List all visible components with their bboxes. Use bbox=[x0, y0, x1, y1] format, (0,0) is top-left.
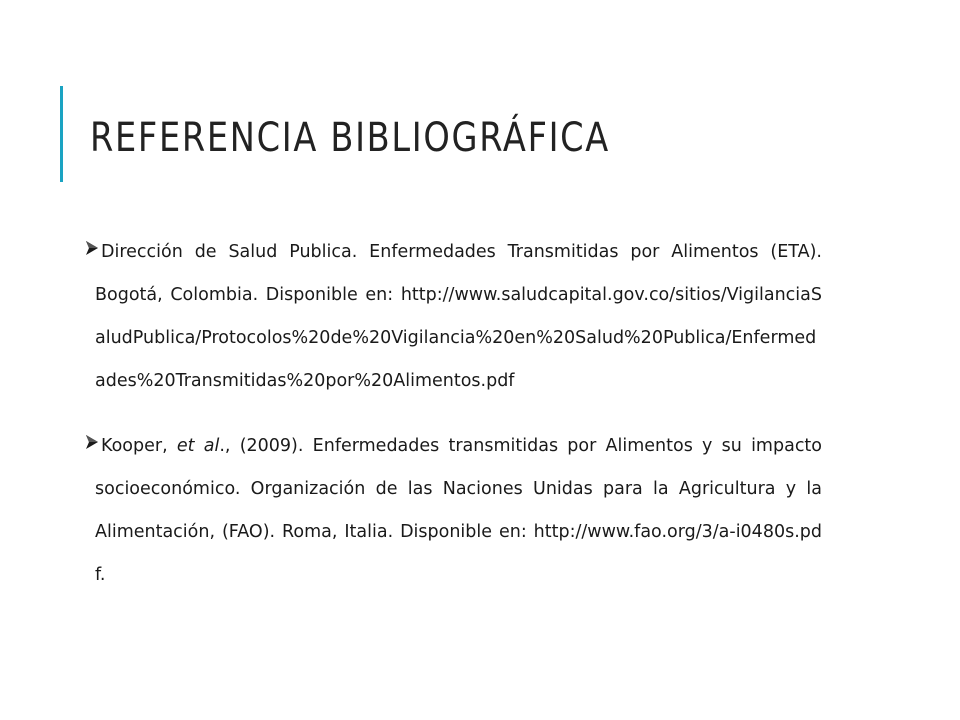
reference-item-1 bbox=[89, 231, 822, 403]
reference-2-etal: et al bbox=[176, 436, 220, 456]
reference-2-author: Kooper, bbox=[101, 436, 177, 456]
arrow-bullet-icon bbox=[85, 240, 99, 256]
title-accent-bar bbox=[60, 86, 63, 182]
reference-list bbox=[89, 231, 822, 619]
reference-2-url: http://www.fao.org/3/a-i0480s.pdf. bbox=[95, 522, 822, 585]
reference-text-1 bbox=[95, 231, 822, 403]
reference-item-2 bbox=[89, 425, 822, 597]
reference-1-url: http://www.saludcapital.gov.co/sitios/VigilanciaSaludPublica/Protocolos%20de%20Vigilancia%20en%20Salud%20Publica/Enfermedades%20Transmitidas%20por%20Alimentos.pdf bbox=[95, 285, 822, 391]
arrow-bullet-icon bbox=[85, 434, 99, 450]
reference-2-body: ., (2009). Enfermedades transmitidas por Alimentos y su impacto socioeconómico. Organización de las Naciones Unidas para la Agricultura y la Alimentación, (FAO). Roma, Italia. Disponible en: bbox=[95, 436, 823, 542]
reference-1-body: Dirección de Salud Publica. Enfermedades Transmitidas por Alimentos (ETA). Bogotá, Colombia. Disponible en: bbox=[95, 242, 822, 305]
slide-title: REFERENCIA BIBLIOGRÁFICA bbox=[90, 115, 610, 161]
reference-text-2 bbox=[95, 425, 822, 597]
